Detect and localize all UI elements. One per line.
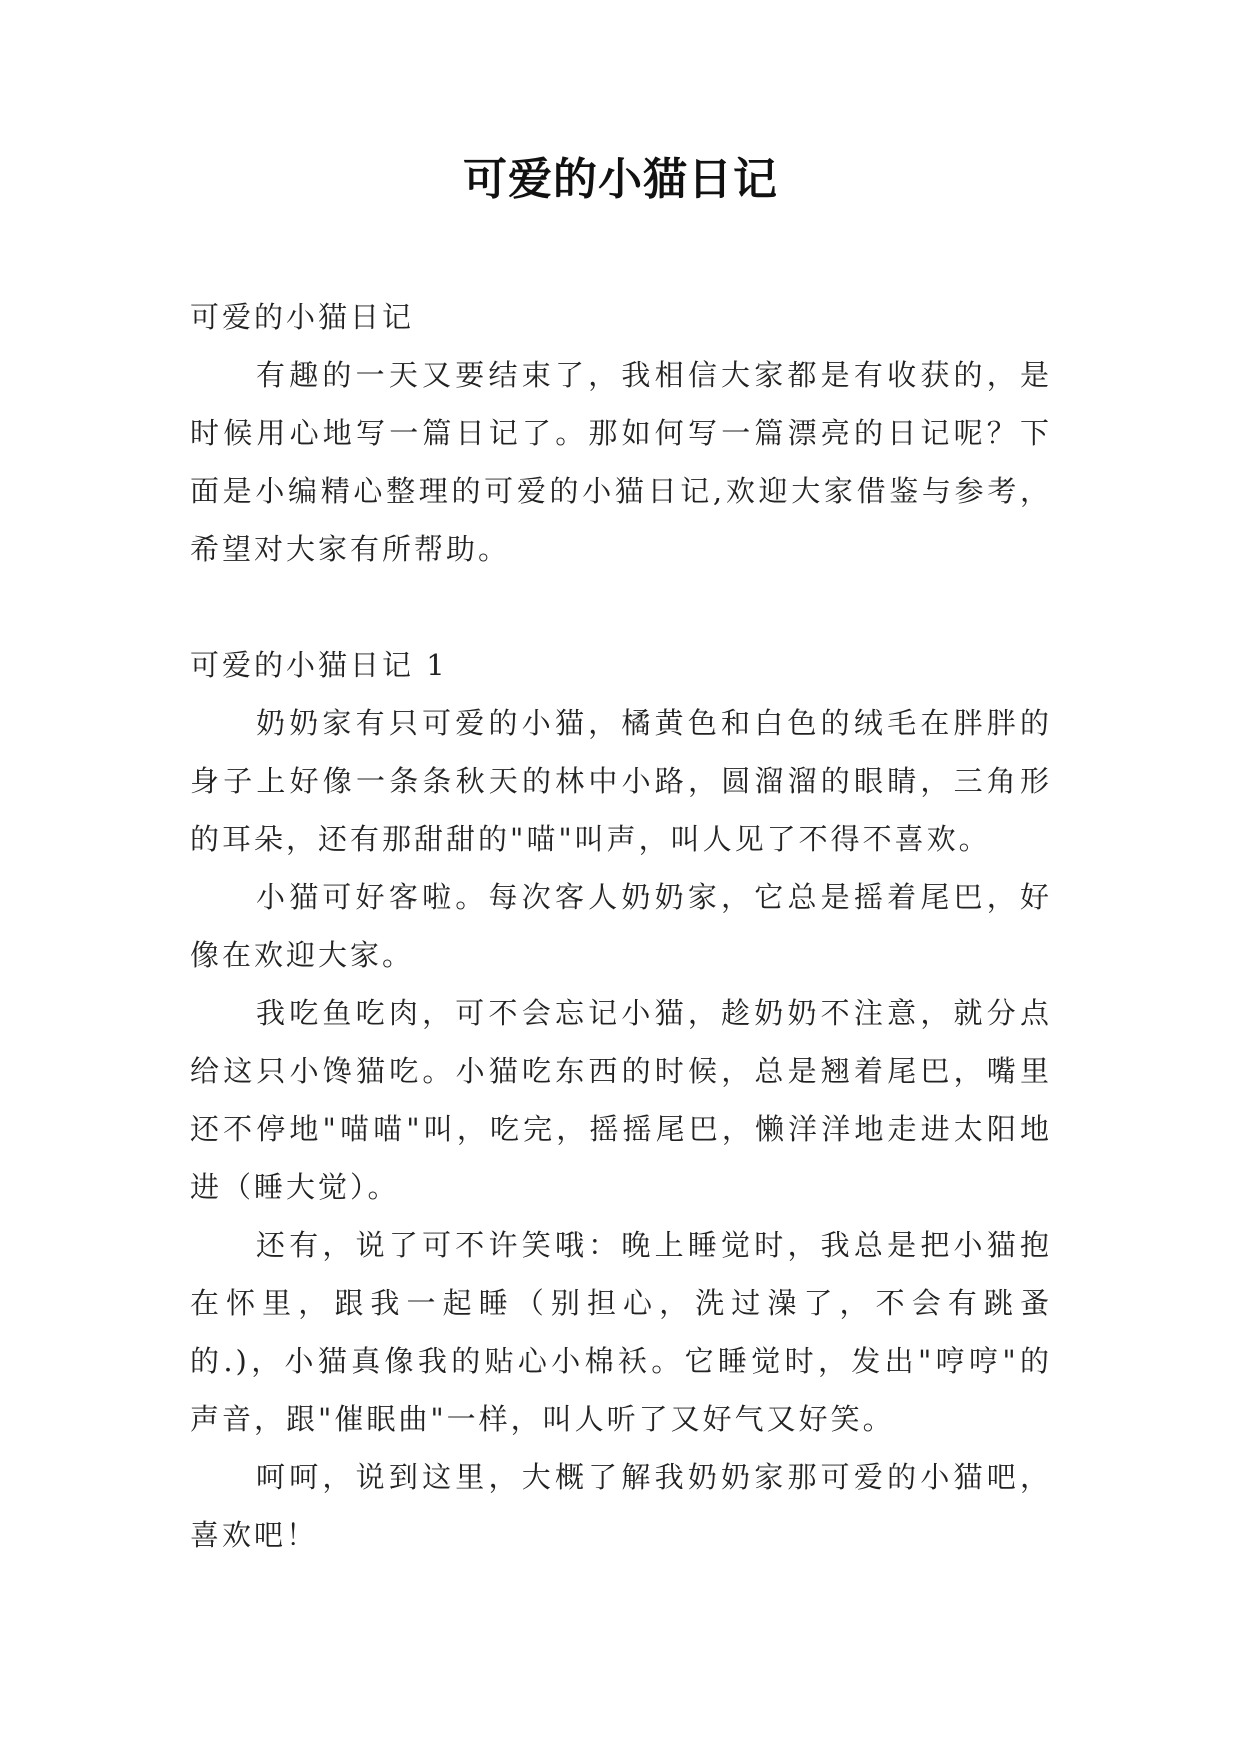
intro-line: 时候用心地写一篇日记了。那如何写一篇漂亮的日记呢？下	[190, 416, 1052, 450]
diary1-line: 的耳朵，还有那甜甜的"喵"叫声，叫人见了不得不喜欢。	[190, 822, 991, 856]
diary1-line: 声音，跟"催眠曲"一样，叫人听了又好气又好笑。	[190, 1402, 895, 1436]
diary1-line: 身子上好像一条条秋天的林中小路，圆溜溜的眼睛，三角形	[190, 764, 1052, 798]
diary1-line: 进（睡大觉）。	[190, 1170, 400, 1204]
diary1-line: 小猫可好客啦。每次客人奶奶家，它总是摇着尾巴，好	[256, 880, 1052, 914]
diary1-line: 喜欢吧！	[190, 1518, 319, 1552]
diary1-line: 奶奶家有只可爱的小猫，橘黄色和白色的绒毛在胖胖的	[256, 706, 1052, 740]
section-spacer	[190, 578, 1052, 636]
diary1-line: 在怀里，跟我一起睡（别担心，洗过澡了，不会有跳蚤	[190, 1286, 1052, 1320]
diary1-line: 还不停地"喵喵"叫，吃完，摇摇尾巴，懒洋洋地走进太阳地	[190, 1112, 1052, 1146]
diary1-line: 像在欢迎大家。	[190, 938, 415, 972]
diary1-line: 还有，说了可不许笑哦：晚上睡觉时，我总是把小猫抱	[256, 1228, 1052, 1262]
intro-heading: 可爱的小猫日记	[190, 300, 415, 334]
diary1-heading: 可爱的小猫日记 1	[190, 648, 448, 682]
diary1-line: 的.)，小猫真像我的贴心小棉袄。它睡觉时，发出"哼哼"的	[190, 1344, 1052, 1378]
document-title: 可爱的小猫日记	[463, 154, 778, 205]
intro-line: 面是小编精心整理的可爱的小猫日记,欢迎大家借鉴与参考，	[190, 474, 1052, 508]
intro-line: 希望对大家有所帮助。	[190, 532, 511, 566]
document-body	[190, 288, 1052, 1564]
diary1-line: 我吃鱼吃肉，可不会忘记小猫，趁奶奶不注意，就分点	[256, 996, 1052, 1030]
intro-line: 有趣的一天又要结束了，我相信大家都是有收获的，是	[256, 358, 1052, 392]
diary1-line: 给这只小馋猫吃。小猫吃东西的时候，总是翘着尾巴，嘴里	[190, 1054, 1052, 1088]
diary1-line: 呵呵，说到这里，大概了解我奶奶家那可爱的小猫吧，	[256, 1460, 1052, 1494]
